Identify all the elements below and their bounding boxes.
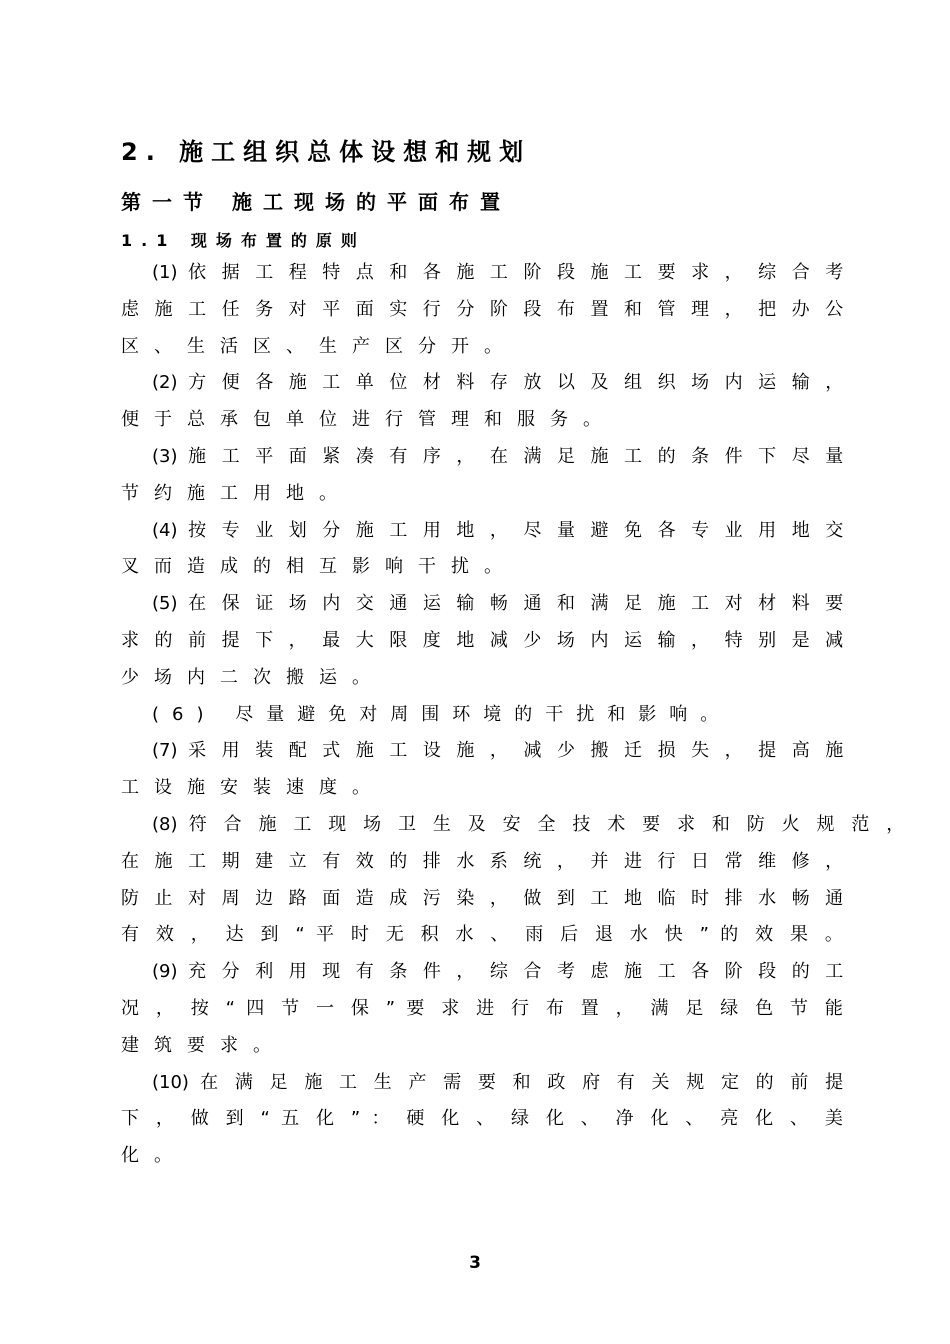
paragraph-line: (2) 方 便 各 施 工 单 位 材 料 存 放 以 及 组 织 场 内 运 输 ，: [152, 372, 844, 394]
paragraph-line: 节约施工用地。: [121, 482, 352, 504]
paragraph-2: [121, 365, 843, 439]
paragraph-line: 叉而造成的相互影响干扰。: [121, 556, 517, 578]
paragraph-10: [121, 1065, 843, 1175]
paragraph-line: 建筑要求。: [121, 1034, 286, 1056]
paragraph-line: (6) 尽量避免对周围环境的干扰和影响。: [152, 703, 732, 725]
paragraph-line: 求 的 前 提 下 ， 最 大 限 度 地 减 少 场 内 运 输 ， 特 别 是 减: [121, 629, 844, 651]
page-number: 3: [469, 1253, 481, 1273]
paragraph-line: 有 效 ， 达 到 “ 平 时 无 积 水 、 雨 后 退 水 快 ” 的 效 果 。: [121, 924, 843, 946]
paragraph-line: (1) 依 据 工 程 特 点 和 各 施 工 阶 段 施 工 要 求 ， 综 合 考: [152, 262, 844, 283]
paragraph-1: [121, 255, 843, 365]
paragraph-9: [121, 954, 843, 1064]
paragraph-line: (5) 在 保 证 场 内 交 通 运 输 畅 通 和 满 足 施 工 对 材 料 要: [152, 593, 844, 615]
paragraph-line: 虑 施 工 任 务 对 平 面 实 行 分 阶 段 布 置 和 管 理 ， 把 办 公: [121, 298, 844, 320]
paragraph-line: 工设施安装速度。: [121, 777, 385, 799]
paragraph-line: 少场内二次搬运。: [121, 666, 385, 688]
section-title: 第一节 施工现场的平面布置: [121, 190, 511, 214]
subsection-title: 1.1 现场布置的原则: [121, 231, 366, 250]
paragraph-line: (8) 符 合 施 工 现 场 卫 生 及 安 全 技 术 要 求 和 防 火 规 范 ，: [152, 813, 905, 835]
paragraph-line: 下 ， 做 到 “ 五 化 ” ： 硬 化 、 绿 化 、 净 化 、 亮 化 、 美: [121, 1108, 843, 1130]
paragraph-6: [121, 697, 843, 734]
paragraph-line: 区、生活区、生产区分开。: [121, 335, 517, 357]
paragraph-line: 化。: [121, 1145, 187, 1167]
paragraph-line: (9) 充 分 利 用 现 有 条 件 ， 综 合 考 虑 施 工 各 阶 段 的 工: [152, 961, 844, 983]
paragraph-line: 在 施 工 期 建 立 有 效 的 排 水 系 统 ， 并 进 行 日 常 维 修 ，: [121, 850, 844, 872]
paragraph-3: [121, 439, 843, 513]
body-text: [121, 255, 905, 1175]
chapter-title: 2. 施工组织总体设想和规划: [121, 138, 532, 166]
paragraph-line: 便于总承包单位进行管理和服务。: [121, 409, 616, 431]
paragraph-8: [121, 807, 905, 954]
paragraph-line: (3) 施 工 平 面 紧 凑 有 序 ， 在 满 足 施 工 的 条 件 下 尽 量: [152, 445, 844, 467]
paragraph-line: 况 ， 按 “ 四 节 一 保 ” 要 求 进 行 布 置 ， 满 足 绿 色 节 能: [121, 997, 843, 1019]
paragraph-line: 防 止 对 周 边 路 面 造 成 污 染 ， 做 到 工 地 临 时 排 水 畅 通: [121, 887, 844, 909]
paragraph-7: [121, 733, 843, 807]
paragraph-line: (7) 采 用 装 配 式 施 工 设 施 ， 减 少 搬 迁 损 失 ， 提 高 施: [152, 740, 844, 762]
paragraph-line: (4) 按 专 业 划 分 施 工 用 地 ， 尽 量 避 免 各 专 业 用 地 交: [152, 519, 844, 541]
paragraph-5: [121, 586, 843, 696]
paragraph-line: (10) 在 满 足 施 工 生 产 需 要 和 政 府 有 关 规 定 的 前 提: [152, 1071, 844, 1093]
paragraph-4: [121, 513, 843, 587]
